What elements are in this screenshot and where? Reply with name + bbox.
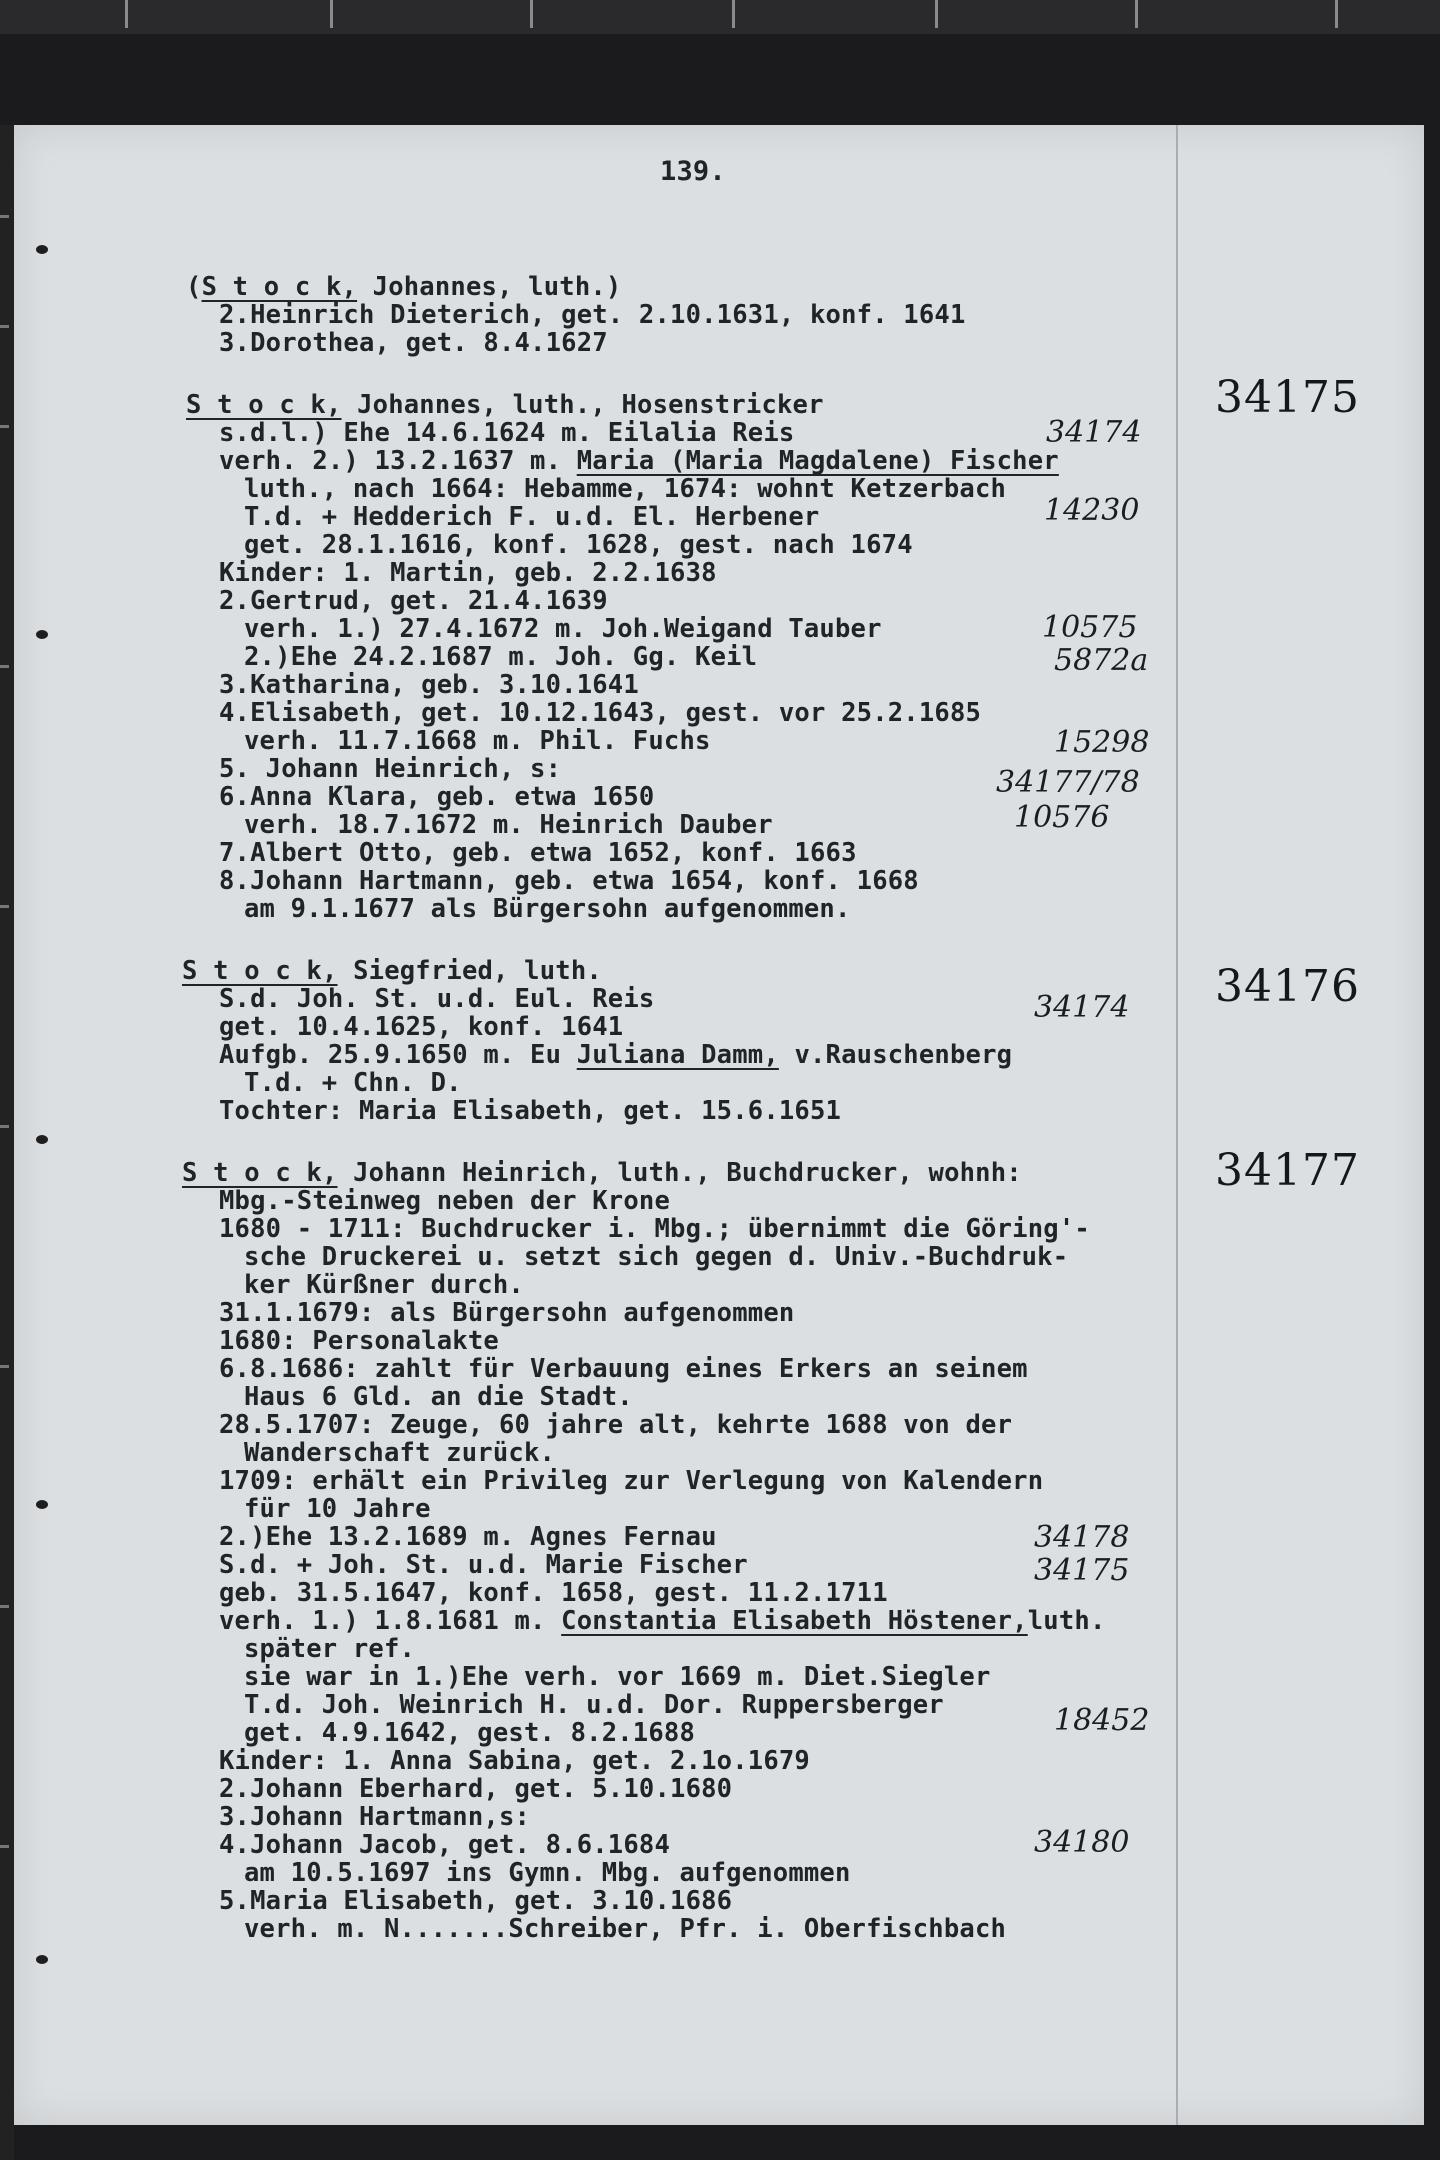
line-suffix: luth.	[1027, 1606, 1106, 1636]
text-line: später ref.	[244, 1634, 416, 1664]
handwritten-ref: 34174	[1034, 990, 1130, 1025]
rail-notch	[0, 425, 9, 428]
handwritten-ref: 15298	[1054, 725, 1150, 760]
line-suffix: Johann Heinrich, luth., Buchdrucker, wohnh:	[337, 1158, 1022, 1188]
handwritten-ref: 34175	[1034, 1553, 1130, 1588]
underlined-name: Maria (Maria Magdalene) Fischer	[576, 446, 1059, 476]
film-tick	[530, 0, 533, 28]
punch-hole	[36, 245, 48, 254]
text-line: verh. 1.) 27.4.1672 m. Joh.Weigand Tauber	[244, 614, 882, 644]
line-prefix: verh. 1.) 1.8.1681 m.	[219, 1606, 562, 1636]
text-line: verh. m. N.......Schreiber, Pfr. i. Oberfischbach	[244, 1914, 1007, 1944]
text-line: 2.Johann Eberhard, get. 5.10.1680	[219, 1774, 733, 1804]
page-number: 139.	[660, 156, 726, 187]
rail-notch	[0, 1845, 9, 1848]
line-suffix: Johannes, luth., Hosenstricker	[341, 390, 824, 420]
film-tick	[1135, 0, 1138, 28]
underlined-name: Juliana Damm,	[576, 1040, 779, 1070]
text-line: 3.Dorothea, get. 8.4.1627	[219, 328, 608, 358]
underlined-name: S t o c k,	[201, 272, 358, 302]
text-line: geb. 31.5.1647, konf. 1658, gest. 11.2.1711	[219, 1578, 888, 1608]
index-card	[14, 125, 1424, 2125]
handwritten-ref: 34177/78	[996, 765, 1140, 800]
rail-notch	[0, 215, 9, 218]
text-line: 1680 - 1711: Buchdrucker i. Mbg.; übernimmt die Göring'-	[219, 1214, 1090, 1244]
text-line: für 10 Jahre	[244, 1494, 431, 1524]
punch-hole	[36, 1500, 48, 1509]
text-line	[182, 1159, 1022, 1187]
line-suffix: Johannes, luth.)	[357, 272, 622, 302]
text-line: 1709: erhält ein Privileg zur Verlegung von Kalendern	[219, 1466, 1044, 1496]
handwritten-ref: 18452	[1054, 1703, 1150, 1738]
line-prefix: (	[186, 272, 202, 302]
film-tick	[732, 0, 735, 28]
rail-notch	[0, 665, 9, 668]
punch-hole	[36, 1955, 48, 1964]
underlined-name: Constantia Elisabeth Höstener,	[561, 1606, 1028, 1636]
text-line: s.d.l.) Ehe 14.6.1624 m. Eilalia Reis	[219, 418, 795, 448]
text-line: 5. Johann Heinrich, s:	[219, 754, 562, 784]
text-line: Tochter: Maria Elisabeth, get. 15.6.1651	[219, 1096, 842, 1126]
text-line: Kinder: 1. Martin, geb. 2.2.1638	[219, 558, 717, 588]
film-tick	[330, 0, 333, 28]
entry-number: 34176	[1215, 961, 1360, 1012]
rail-notch	[0, 905, 9, 908]
text-line: sche Druckerei u. setzt sich gegen d. Univ.-Buchdruk-	[244, 1242, 1069, 1272]
film-tick	[125, 0, 128, 28]
text-line	[219, 1041, 1012, 1069]
text-line: ker Kürßner durch.	[244, 1270, 524, 1300]
text-line: 4.Elisabeth, get. 10.12.1643, gest. vor 25.2.1685	[219, 698, 982, 728]
text-line: Mbg.-Steinweg neben der Krone	[219, 1186, 671, 1216]
rail-notch	[0, 1605, 9, 1608]
text-line: 6.8.1686: zahlt für Verbauung eines Erkers an seinem	[219, 1354, 1028, 1384]
handwritten-ref: 10576	[1014, 800, 1110, 835]
text-line: 2.Gertrud, get. 21.4.1639	[219, 586, 608, 616]
text-line: 1680: Personalakte	[219, 1326, 499, 1356]
film-tick	[935, 0, 938, 28]
handwritten-ref: 34180	[1034, 1825, 1130, 1860]
text-line: verh. 18.7.1672 m. Heinrich Dauber	[244, 810, 773, 840]
text-line: get. 28.1.1616, konf. 1628, gest. nach 1674	[244, 530, 913, 560]
text-line: luth., nach 1664: Hebamme, 1674: wohnt Ketzerbach	[244, 474, 1007, 504]
text-line: 28.5.1707: Zeuge, 60 jahre alt, kehrte 1688 von der	[219, 1410, 1013, 1440]
text-line: 3.Johann Hartmann,s:	[219, 1802, 531, 1832]
text-line: 2.Heinrich Dieterich, get. 2.10.1631, konf. 1641	[219, 300, 966, 330]
line-suffix: Siegfried, luth.	[337, 956, 602, 986]
punch-hole	[36, 630, 48, 639]
entry-number: 34177	[1215, 1145, 1360, 1196]
text-line: get. 4.9.1642, gest. 8.2.1688	[244, 1718, 696, 1748]
punch-hole	[36, 1135, 48, 1144]
text-line: 4.Johann Jacob, get. 8.6.1684	[219, 1830, 671, 1860]
film-tick	[1335, 0, 1338, 28]
text-line: T.d. + Hedderich F. u.d. El. Herbener	[244, 502, 820, 532]
text-line	[186, 391, 824, 419]
rail-notch	[0, 325, 9, 328]
rail-notch	[0, 1365, 9, 1368]
handwritten-ref: 34178	[1034, 1520, 1130, 1555]
text-line: T.d. Joh. Weinrich H. u.d. Dor. Ruppersberger	[244, 1690, 944, 1720]
handwritten-ref: 10575	[1042, 610, 1138, 645]
text-line: am 9.1.1677 als Bürgersohn aufgenommen.	[244, 894, 851, 924]
handwritten-ref: 34174	[1046, 415, 1142, 450]
text-line: T.d. + Chn. D.	[244, 1068, 462, 1098]
text-line: verh. 11.7.1668 m. Phil. Fuchs	[244, 726, 711, 756]
text-line: S.d. Joh. St. u.d. Eul. Reis	[219, 984, 655, 1014]
text-line: sie war in 1.)Ehe verh. vor 1669 m. Diet.Siegler	[244, 1662, 991, 1692]
text-line: 2.)Ehe 24.2.1687 m. Joh. Gg. Keil	[244, 642, 758, 672]
handwritten-ref: 14230	[1044, 493, 1140, 528]
text-line: 3.Katharina, geb. 3.10.1641	[219, 670, 639, 700]
text-line	[182, 957, 602, 985]
text-line: 5.Maria Elisabeth, get. 3.10.1686	[219, 1886, 733, 1916]
text-line: Kinder: 1. Anna Sabina, get. 2.1o.1679	[219, 1746, 810, 1776]
underlined-name: S t o c k,	[182, 956, 338, 986]
line-prefix: verh. 2.) 13.2.1637 m.	[219, 446, 577, 476]
text-line: get. 10.4.1625, konf. 1641	[219, 1012, 624, 1042]
text-line: Haus 6 Gld. an die Stadt.	[244, 1382, 633, 1412]
underlined-name: S t o c k,	[182, 1158, 338, 1188]
margin-rule	[1176, 125, 1178, 2125]
line-prefix: Aufgb. 25.9.1650 m. Eu	[219, 1040, 577, 1070]
left-rail	[0, 125, 14, 2160]
top-film-strip	[0, 0, 1440, 34]
text-line: S.d. + Joh. St. u.d. Marie Fischer	[219, 1550, 748, 1580]
text-line: 6.Anna Klara, geb. etwa 1650	[219, 782, 655, 812]
underlined-name: S t o c k,	[186, 390, 342, 420]
line-suffix: v.Rauschenberg	[778, 1040, 1013, 1070]
text-line	[219, 1607, 1106, 1635]
text-line: 2.)Ehe 13.2.1689 m. Agnes Fernau	[219, 1522, 717, 1552]
text-line: Wanderschaft zurück.	[244, 1438, 556, 1468]
text-line: am 10.5.1697 ins Gymn. Mbg. aufgenommen	[244, 1858, 851, 1888]
rail-notch	[0, 1125, 9, 1128]
entry-number: 34175	[1215, 372, 1360, 423]
handwritten-ref: 5872a	[1054, 643, 1149, 678]
text-line: 8.Johann Hartmann, geb. etwa 1654, konf. 1668	[219, 866, 919, 896]
text-line	[186, 273, 621, 301]
text-line: 31.1.1679: als Bürgersohn aufgenommen	[219, 1298, 795, 1328]
text-line	[219, 447, 1059, 475]
text-line: 7.Albert Otto, geb. etwa 1652, konf. 1663	[219, 838, 857, 868]
